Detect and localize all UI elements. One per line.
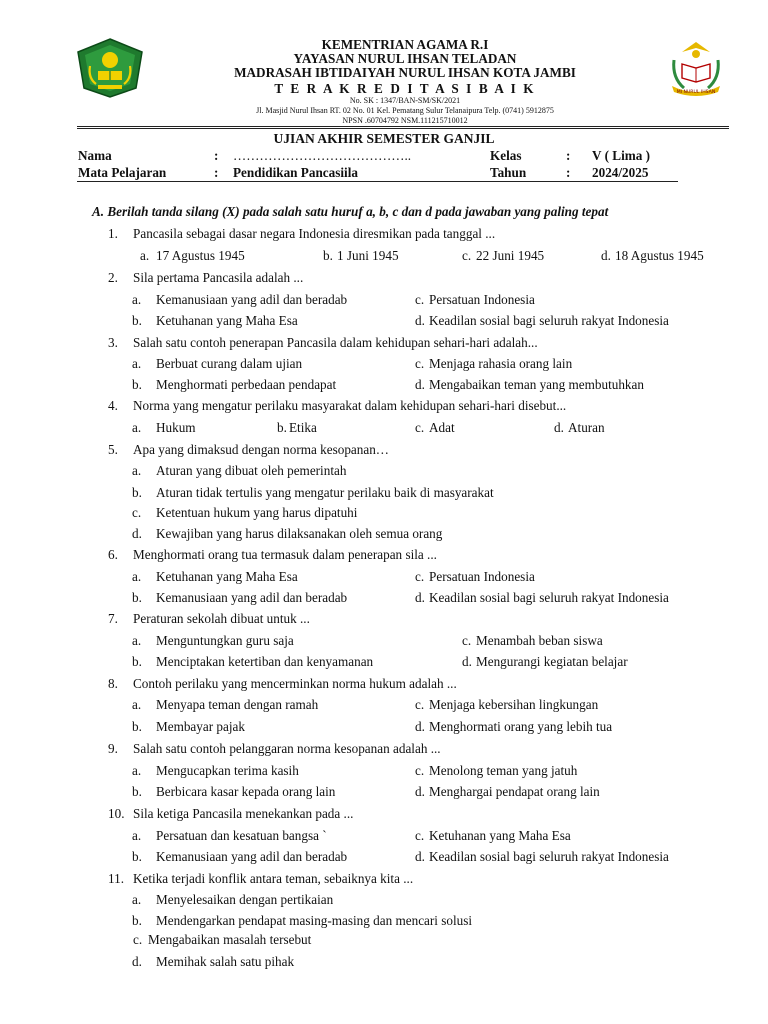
question-text: Salah satu contoh pelanggaran norma kesopanan adalah ... — [133, 741, 441, 756]
option-text: Kewajiban yang harus dilaksanakan oleh semua orang — [156, 526, 443, 541]
option-letter: a. — [132, 356, 142, 371]
option-letter: a. — [132, 828, 142, 843]
question-number: 7. — [108, 611, 118, 626]
question-text: Contoh perilaku yang mencerminkan norma hukum adalah ... — [133, 676, 457, 691]
option-text: Menciptakan ketertiban dan kenyamanan — [156, 654, 374, 669]
question-number: 6. — [108, 547, 118, 562]
question-text: Salah satu contoh penerapan Pancasila dalam kehidupan sehari-hari adalah... — [133, 335, 538, 350]
option-letter: d. — [415, 590, 425, 605]
option-text: 1 Juni 1945 — [337, 248, 399, 263]
option-letter: d. — [415, 719, 425, 734]
question-text: Norma yang mengatur perilaku masyarakat dalam kehidupan sehari-hari disebut... — [133, 398, 567, 413]
option-text: Mengurangi kegiatan belajar — [476, 654, 628, 669]
foundation-name: YAYASAN NURUL IHSAN TELADAN — [293, 51, 517, 67]
option-letter: d. — [415, 313, 425, 328]
option-letter: a. — [132, 892, 142, 907]
option-letter: d. — [132, 954, 142, 969]
option-letter: b. — [132, 849, 142, 864]
question-number: 2. — [108, 270, 118, 285]
question-text: Sila ketiga Pancasila menekankan pada ... — [133, 806, 354, 821]
option-letter: d. — [132, 526, 142, 541]
exam-title: UJIAN AKHIR SEMESTER GANJIL — [273, 131, 495, 146]
option-text: Kemanusiaan yang adil dan beradab — [156, 292, 348, 307]
option-text: Menolong teman yang jatuh — [429, 763, 578, 778]
option-text: Menjaga rahasia orang lain — [429, 356, 573, 371]
option-text: Menyelesaikan dengan pertikaian — [156, 892, 334, 907]
option-letter: b. — [323, 248, 333, 263]
option-text: Berbicara kasar kepada orang lain — [156, 784, 336, 799]
option-text: Persatuan Indonesia — [429, 292, 535, 307]
info-rule — [77, 181, 678, 182]
kelas-value: V ( Lima ) — [592, 148, 650, 163]
option-text: Aturan yang dibuat oleh pemerintah — [156, 463, 347, 478]
option-letter: b. — [132, 719, 142, 734]
option-letter: c. — [415, 292, 425, 307]
option-text: Kemanusiaan yang adil dan beradab — [156, 590, 348, 605]
letterhead — [0, 0, 768, 128]
kemenag-logo-icon — [76, 38, 144, 98]
accreditation-text: T E R A K R E D I T A S I B A I K — [274, 80, 536, 96]
question-number: 4. — [108, 398, 118, 413]
npsn-nsm: NPSN .60704792 NSM.111215710012 — [342, 115, 468, 125]
question-number: 3. — [108, 335, 118, 350]
option-letter: a. — [132, 697, 142, 712]
question-number: 11. — [108, 871, 124, 886]
option-letter: c. — [415, 356, 425, 371]
option-letter: d. — [601, 248, 611, 263]
option-letter: c. — [462, 633, 472, 648]
info-row-nama — [78, 148, 678, 165]
option-letter: a. — [132, 763, 142, 778]
option-text: Aturan — [568, 420, 605, 435]
option-letter: c. — [415, 420, 425, 435]
option-letter: b. — [132, 913, 142, 928]
tahun-value: 2024/2025 — [592, 165, 649, 180]
nama-label: Nama — [78, 148, 112, 163]
option-letter: a. — [132, 569, 142, 584]
option-text: 22 Juni 1945 — [476, 248, 545, 263]
option-letter: b. — [132, 377, 142, 392]
question-text: Apa yang dimaksud dengan norma kesopanan… — [133, 442, 389, 457]
option-text: Mengabaikan teman yang membutuhkan — [429, 377, 644, 392]
option-letter: d. — [415, 784, 425, 799]
question-number: 8. — [108, 676, 118, 691]
emblem-label: MI NURUL IHSAN — [676, 90, 716, 95]
option-letter: c. — [415, 569, 425, 584]
option-text: Persatuan Indonesia — [429, 569, 535, 584]
option-text: Membayar pajak — [156, 719, 245, 734]
option-letter: d. — [415, 377, 425, 392]
option-text: Etika — [289, 420, 317, 435]
option-text: Menyapa teman dengan ramah — [156, 697, 319, 712]
option-text: Menjaga kebersihan lingkungan — [429, 697, 599, 712]
option-letter: b. — [132, 654, 142, 669]
section-a-instruction: A. Berilah tanda silang (X) pada salah satu huruf a, b, c dan d pada jawaban yang paling tepat — [92, 204, 609, 219]
option-text: Aturan tidak tertulis yang mengatur perilaku baik di masyarakat — [156, 485, 494, 500]
option-text: Mengucapkan terima kasih — [156, 763, 299, 778]
option-letter: b. — [132, 485, 142, 500]
question-number: 5. — [108, 442, 118, 457]
question-text: Peraturan sekolah dibuat untuk ... — [133, 611, 310, 626]
sk-number: No. SK : 1347/BAN-SM/SK/2021 — [349, 95, 461, 105]
option-letter: d. — [554, 420, 564, 435]
letterhead-rule-thin — [77, 128, 729, 129]
option-letter: c. — [415, 763, 425, 778]
school-address: Jl. Masjid Nurul Ihsan RT. 02 No. 01 Kel. Pematang Sulur Telanaipura Telp. (0741) 5912875 — [256, 105, 554, 115]
option-letter: c. — [132, 505, 142, 520]
option-text: Menghargai pendapat orang lain — [429, 784, 600, 799]
question-text: Ketika terjadi konflik antara teman, sebaiknya kita ... — [133, 871, 414, 886]
option-letter: a. — [132, 420, 142, 435]
option-text: Keadilan sosial bagi seluruh rakyat Indonesia — [429, 313, 669, 328]
option-text: Menghormati perbedaan pendapat — [156, 377, 337, 392]
option-text: Ketuhanan yang Maha Esa — [429, 828, 571, 843]
nama-field[interactable]: ………………………………….. — [233, 148, 412, 163]
option-text: Keadilan sosial bagi seluruh rakyat Indonesia — [429, 590, 669, 605]
option-text: 17 Agustus 1945 — [156, 248, 245, 263]
mapel-colon: : — [214, 165, 219, 180]
option-letter: d. — [415, 849, 425, 864]
option-letter: a. — [132, 463, 142, 478]
ministry-name: KEMENTRIAN AGAMA R.I — [321, 37, 489, 52]
tahun-label: Tahun — [490, 165, 527, 180]
question-text: Sila pertama Pancasila adalah ... — [133, 270, 304, 285]
question-text: Pancasila sebagai dasar negara Indonesia diresmikan pada tanggal ... — [133, 226, 496, 241]
question-number: 1. — [108, 226, 118, 241]
option-text: 18 Agustus 1945 — [615, 248, 704, 263]
letterhead-rule — [77, 126, 729, 127]
info-row-mapel — [78, 165, 678, 182]
option-text: Menguntungkan guru saja — [156, 633, 294, 648]
option-letter: b. — [277, 420, 287, 435]
option-letter: c. — [133, 932, 143, 947]
option-text: Keadilan sosial bagi seluruh rakyat Indonesia — [429, 849, 669, 864]
question-text: Menghormati orang tua termasuk dalam penerapan sila ... — [133, 547, 437, 562]
mapel-label: Mata Pelajaran — [78, 165, 167, 180]
mapel-value: Pendidikan Pancasiila — [233, 165, 358, 180]
question-number: 10. — [108, 806, 125, 821]
option-letter: c. — [415, 828, 425, 843]
letterhead-text — [160, 38, 650, 126]
question-number: 9. — [108, 741, 118, 756]
school-name: MADRASAH IBTIDAIYAH NURUL IHSAN KOTA JAMBI — [234, 65, 576, 81]
option-letter: b. — [132, 784, 142, 799]
option-text: Ketentuan hukum yang harus dipatuhi — [156, 505, 358, 520]
tahun-colon: : — [566, 165, 571, 180]
option-text: Adat — [429, 420, 455, 435]
option-letter: a. — [132, 292, 142, 307]
kelas-label: Kelas — [490, 148, 522, 163]
option-letter: a. — [132, 633, 142, 648]
option-letter: d. — [462, 654, 472, 669]
option-letter: b. — [132, 590, 142, 605]
option-letter: a. — [140, 248, 150, 263]
kelas-colon: : — [566, 148, 571, 163]
option-letter: b. — [132, 313, 142, 328]
option-letter: c. — [462, 248, 472, 263]
option-text: Kemanusiaan yang adil dan beradab — [156, 849, 348, 864]
option-text: Persatuan dan kesatuan bangsa ` — [156, 828, 327, 843]
option-text: Hukum — [156, 420, 196, 435]
nama-colon: : — [214, 148, 219, 163]
option-text: Berbuat curang dalam ujian — [156, 356, 303, 371]
option-letter: c. — [415, 697, 425, 712]
option-text: Ketuhanan yang Maha Esa — [156, 313, 298, 328]
option-text: Mengabaikan masalah tersebut — [148, 932, 312, 947]
school-emblem-icon — [664, 38, 728, 98]
option-text: Ketuhanan yang Maha Esa — [156, 569, 298, 584]
option-text: Menghormati orang yang lebih tua — [429, 719, 613, 734]
option-text: Menambah beban siswa — [476, 633, 603, 648]
option-text: Memihak salah satu pihak — [156, 954, 295, 969]
option-text: Mendengarkan pendapat masing-masing dan mencari solusi — [156, 913, 473, 928]
